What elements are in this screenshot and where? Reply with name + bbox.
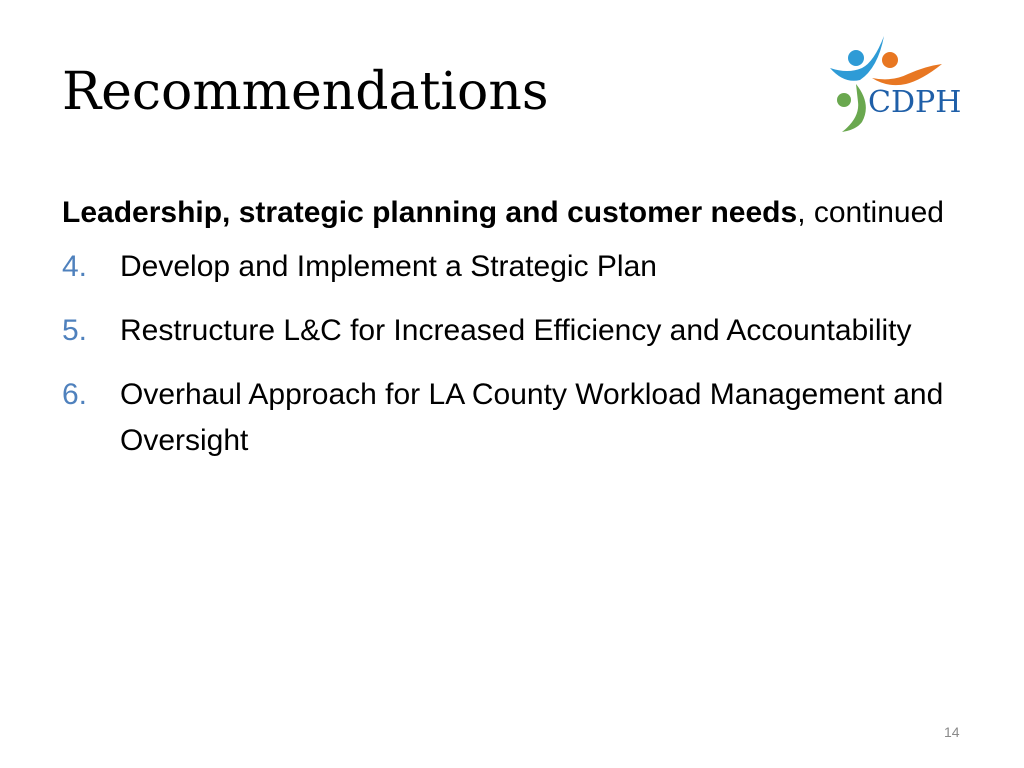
- list-item-number: 6.: [62, 378, 88, 411]
- list-item-text: Restructure L&C for Increased Efficiency and Accountability: [120, 314, 912, 347]
- logo-blue-figure-head: [848, 50, 864, 66]
- list-item: [62, 244, 962, 290]
- list-item-text: Develop and Implement a Strategic Plan: [120, 250, 657, 283]
- logo-orange-figure-head: [882, 52, 898, 68]
- cdph-logo: [826, 22, 976, 134]
- page-number: 14: [944, 724, 960, 740]
- slide-title: Recommendations: [62, 62, 549, 122]
- list-item-number: 5.: [62, 314, 88, 347]
- logo-orange-figure-arms: [872, 64, 942, 85]
- recommendation-list: [62, 244, 962, 464]
- section-subheading: [62, 190, 962, 236]
- list-item-text: Overhaul Approach for LA County Workload Management and Oversight: [120, 378, 944, 457]
- logo-text: CDPH: [868, 85, 962, 120]
- list-item-number: 4.: [62, 250, 88, 283]
- logo-green-figure-body: [842, 84, 866, 132]
- list-item: [62, 372, 962, 464]
- subheading-bold: Leadership, strategic planning and customer needs: [62, 196, 798, 229]
- subheading-rest: , continued: [797, 196, 944, 229]
- logo-green-figure-head: [837, 93, 851, 107]
- list-item: [62, 308, 962, 354]
- slide-content: [62, 190, 962, 482]
